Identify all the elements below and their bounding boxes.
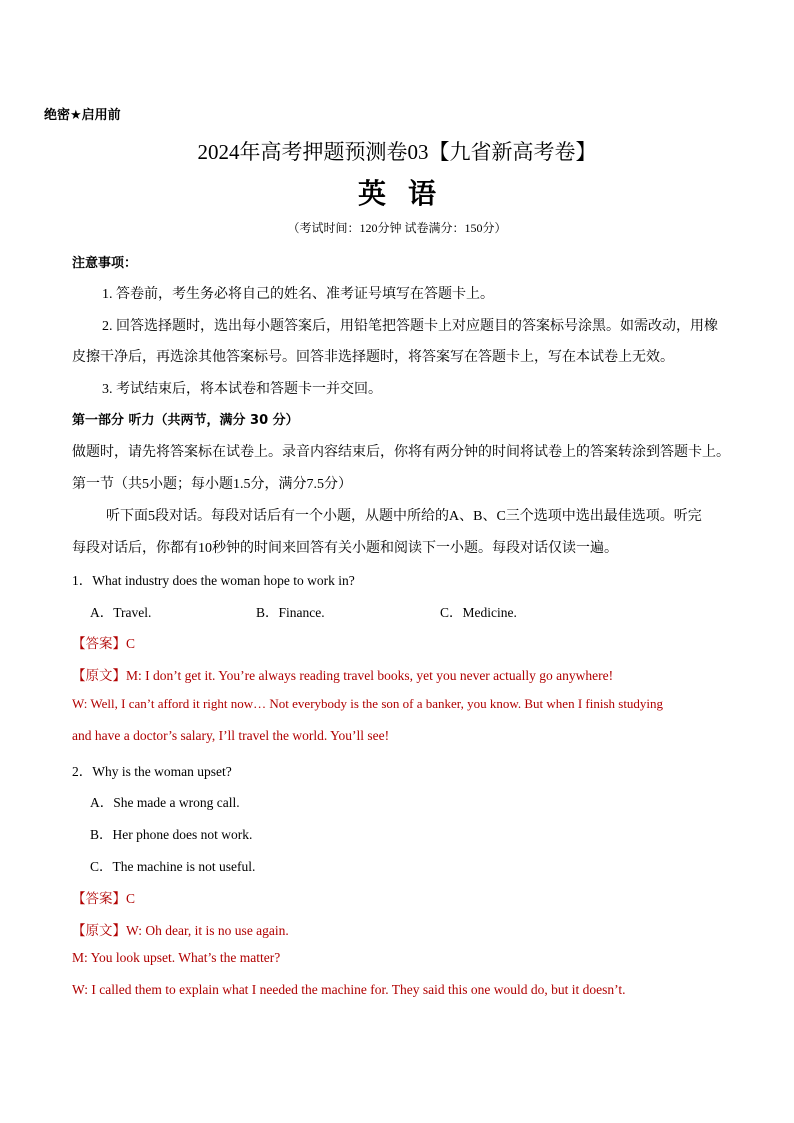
script-line: W: Well, I can’t afford it right now… Not everybody is the son of a banker, you know. But when I finish studying — [72, 696, 664, 711]
script-line: M: You look upset. What’s the matter? — [72, 950, 281, 965]
question-option: B．Her phone does not work. — [90, 827, 253, 842]
question-option: C．Medicine. — [440, 605, 517, 620]
script-label: 【原文】 — [72, 923, 126, 938]
question-option: C．The machine is not useful. — [90, 859, 256, 874]
notice-item: 2. 回答选择题时，选出每小题答案后，用铅笔把答题卡上对应题目的答案标号涂黑。如需改动，用橡 — [102, 319, 718, 334]
script-line: and have a doctor’s salary, I’ll travel the world. You’ll see! — [72, 728, 390, 743]
script-line: W: I called them to explain what I needed the machine for. They said this one would do, but it doesn’t. — [72, 982, 626, 997]
part-heading: 第一部分 听力（共两节，满分 30 分） — [72, 413, 299, 428]
notice-heading: 注意事项： — [72, 256, 138, 271]
notice-item: 皮擦干净后，再选涂其他答案标号。回答非选择题时，将答案写在答题卡上，写在本试卷上无效。 — [72, 350, 674, 365]
confidential-label: 绝密★启用前 — [44, 108, 121, 123]
script-text: W: Oh dear, it is no use again. — [126, 923, 289, 938]
script-line — [72, 664, 613, 684]
subject-title: 英语 — [357, 177, 458, 210]
notice-item: 3. 考试结束后，将本试卷和答题卡一并交回。 — [102, 382, 382, 397]
question-option: A．Travel. — [90, 605, 152, 620]
exam-info: （考试时间：120分钟 试卷满分：150分） — [287, 221, 507, 235]
answer-label: 【答案】C — [72, 636, 136, 651]
script-line — [72, 919, 289, 939]
script-text: M: I don’t get it. You’re always reading travel books, yet you never actually go anywhere! — [126, 668, 614, 683]
question-stem: 1．What industry does the woman hope to work in? — [72, 573, 355, 588]
section-heading: 第一节（共5小题；每小题1.5分，满分7.5分） — [72, 477, 352, 492]
section-directions: 每段对话后，你都有10秒钟的时间来回答有关小题和阅读下一小题。每段对话仅读一遍。 — [72, 541, 618, 556]
answer-label: 【答案】C — [72, 891, 136, 906]
section-directions: 听下面5段对话。每段对话后有一个小题，从题中所给的A、B、C三个选项中选出最佳选项。听完 — [106, 509, 702, 524]
script-label: 【原文】 — [72, 668, 126, 683]
question-option: A．She made a wrong call. — [90, 795, 240, 810]
exam-title: 2024年高考押题预测卷03【九省新高考卷】 — [197, 140, 597, 164]
question-stem: 2．Why is the woman upset? — [72, 764, 232, 779]
notice-item: 1. 答卷前，考生务必将自己的姓名、准考证号填写在答题卡上。 — [102, 287, 494, 302]
part-instruction: 做题时，请先将答案标在试卷上。录音内容结束后，你将有两分钟的时间将试卷上的答案转涂到答题卡上。 — [72, 445, 730, 460]
question-option: B．Finance. — [256, 605, 325, 620]
